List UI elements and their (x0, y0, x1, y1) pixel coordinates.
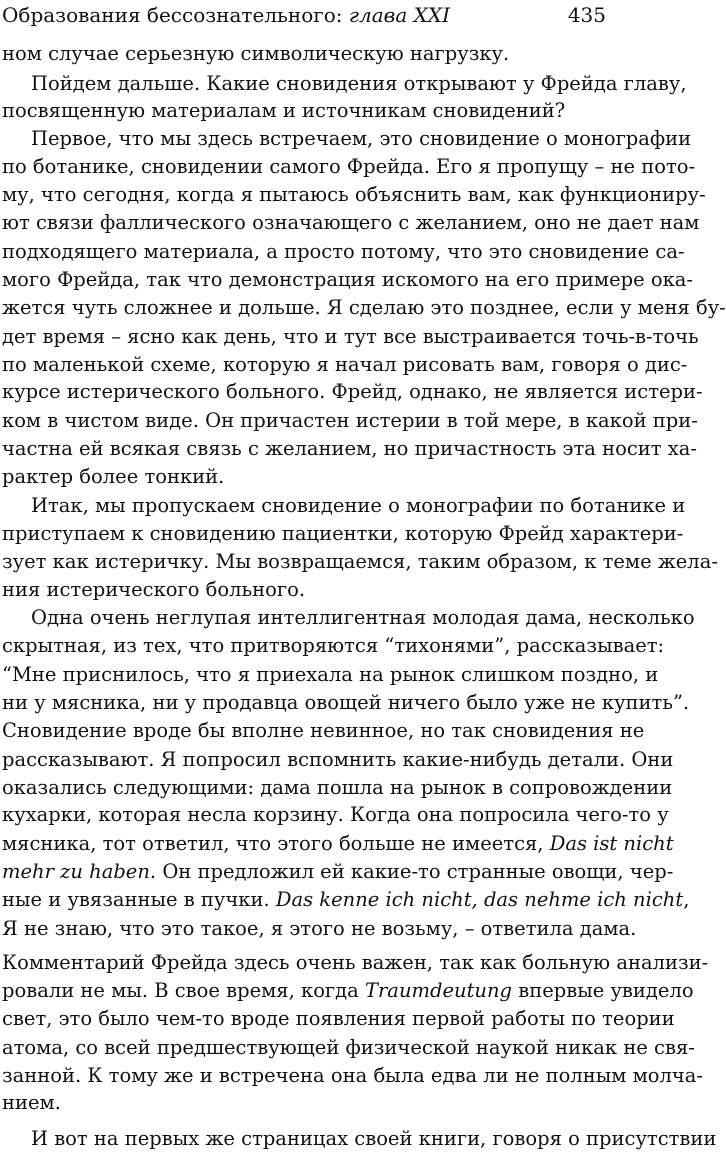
text-line: му, что сегодня, когда я пытаюсь объяснить вам, как функциониру- (2, 183, 706, 206)
text-line: Первое, что мы здесь встречаем, это сновидение о монографии (31, 127, 692, 150)
text-line: по ботанике, сновидении самого Фрейда. Его я пропущу – не пото- (2, 155, 696, 178)
book-title-traumdeutung: Traumdeutung (364, 979, 513, 1002)
text-line: ном случае серьезную символическую нагрузку. (2, 42, 510, 65)
text-line: Комментарий Фрейда здесь очень важен, так как больную анализи- (2, 951, 709, 974)
text-line: зует как истеричку. Мы возвращаемся, таким образом, к теме жела- (2, 550, 718, 573)
running-header (0, 0, 620, 40)
german-phrase: Das kenne ich nicht, das nehme ich nicht (275, 888, 684, 911)
quote-line: ни у мясника, ни у продавца овощей ничего было уже не купить”. (2, 691, 690, 714)
text-line: свет, это было чем-то вроде появления первой работы по теории (2, 1007, 675, 1030)
text-line: ровали не мы. В свое время, когда Traumdeutung впервые увидело (2, 979, 694, 1002)
quote-line: Одна очень неглупая интеллигентная молодая дама, несколько (31, 606, 695, 629)
text-line: подходящего материала, а просто потому, что это сновидение са- (2, 240, 685, 263)
quote-line: mehr zu haben. Он предложил ей какие-то странные овощи, чер- (2, 860, 674, 883)
quote-line: рассказывают. Я попросил вспомнить какие-нибудь детали. Они (2, 748, 674, 771)
text-line: Итак, мы пропускаем сновидение о монографии по ботанике и (31, 494, 686, 517)
text-line: дет время – ясно как день, что и тут все выстраивается точь-в-точь (2, 325, 699, 348)
text-line: посвященную материалам и источникам сновидений? (2, 99, 566, 122)
chapter-label: глава XXI (348, 3, 450, 27)
quote-line: оказались следующими: дама пошла на рынок в сопровождении (2, 776, 673, 799)
text-line: ют связи фаллического означающего с желанием, оно не дает нам (2, 211, 700, 234)
text-line: по маленькой схеме, которую я начал рисовать вам, говоря о дис- (2, 353, 688, 376)
text-line: частна ей всякая связь с желанием, но причастность эта носит ха- (2, 437, 697, 460)
quote-line: Сновидение вроде бы вполне невинное, но так сновидения не (2, 719, 645, 742)
quote-line: “Мне приснилось, что я приехала на рынок слишком поздно, и (2, 663, 659, 686)
text-line: И вот на первых же страницах своей книги, говоря о присутствии (31, 1127, 717, 1150)
text-line: курсе истерического больного. Фрейд, однако, не является истери- (2, 380, 703, 403)
text-line: Пойдем дальше. Какие сновидения открывают у Фрейда главу, (31, 72, 687, 95)
quote-line: мясника, тот ответил, что этого больше не имеется, Das ist nicht (2, 832, 674, 855)
text-line: нием. (2, 1091, 61, 1114)
text-line: атома, со всей предшествующей физической наукой никак не свя- (2, 1036, 695, 1059)
page-number: 435 (567, 3, 606, 27)
quote-line: скрытная, из тех, что притворяются “тихонями”, рассказывает: (2, 634, 665, 657)
german-phrase: mehr zu haben (2, 860, 150, 883)
text-line: рактер более тонкий. (2, 465, 225, 488)
text-line: мого Фрейда, так что демонстрация искомого на его примере ока- (2, 268, 693, 291)
text-line: ния истерического больного. (2, 578, 306, 601)
text-line: занной. К тому же и встречена она была едва ли не полным молча- (2, 1064, 703, 1087)
text-line: ком в чистом виде. Он причастен истерии в той мере, в какой при- (2, 409, 698, 432)
book-title: Образования бессознательного: (2, 3, 349, 27)
running-head (2, 2, 450, 28)
quote-line: кухарки, которая несла корзину. Когда она попросила чего-то у (2, 803, 669, 826)
text-line: приступаем к сновидению пациентки, которую Фрейд характери- (2, 522, 684, 545)
quote-line: ные и увязанные в пучки. Das kenne ich nicht, das nehme ich nicht, (2, 888, 690, 911)
german-phrase: Das ist nicht (549, 832, 674, 855)
text-line: жется чуть сложнее и дольше. Я сделаю это позднее, если у меня бу- (2, 296, 726, 319)
quote-line: Я не знаю, что это такое, я этого не возьму, – ответила дама. (2, 917, 637, 940)
